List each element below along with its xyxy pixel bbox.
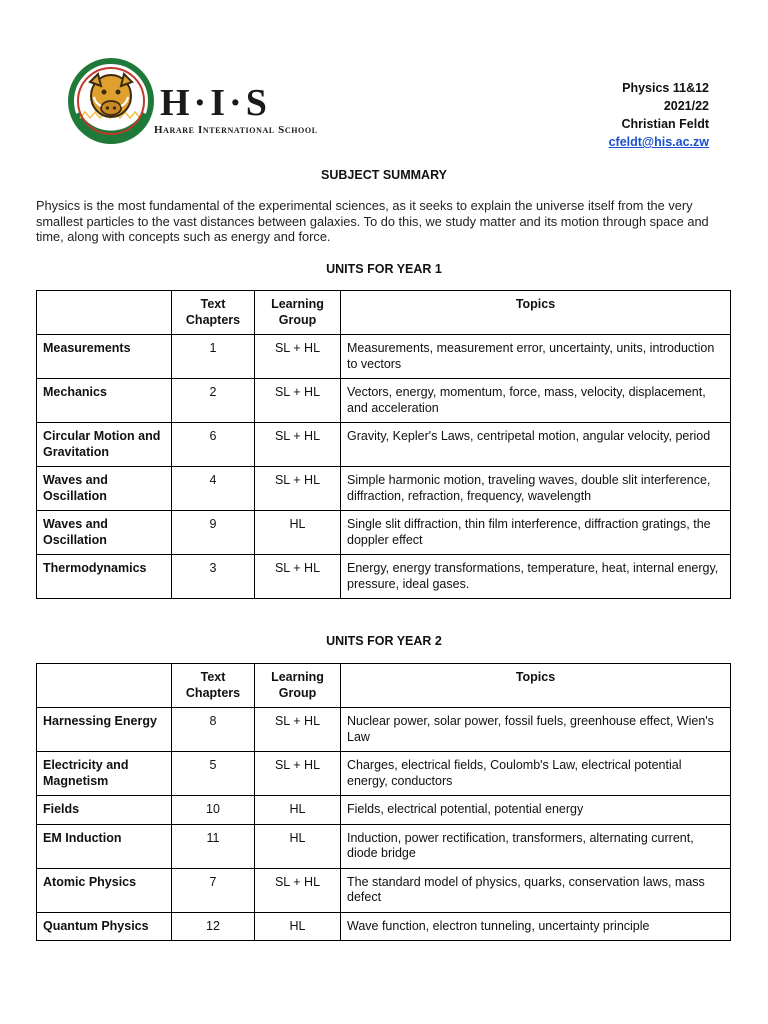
chapter-number: 9 <box>172 511 255 555</box>
group-column-header: Learning Group <box>255 291 341 335</box>
subject-summary-heading: SUBJECT SUMMARY <box>321 168 447 182</box>
table-row <box>37 708 731 752</box>
table-row <box>37 868 731 912</box>
topics-list: Energy, energy transformations, temperature, heat, internal energy, pressure, ideal gases. <box>341 555 731 599</box>
topics-list: Induction, power rectification, transformers, alternating current, diode bridge <box>341 824 731 868</box>
unit-name: Electricity and Magnetism <box>37 752 172 796</box>
teacher-email-link[interactable]: cfeldt@his.ac.zw <box>608 135 709 149</box>
chapter-number: 5 <box>172 752 255 796</box>
topics-list: The standard model of physics, quarks, conservation laws, mass defect <box>341 868 731 912</box>
table-row <box>37 796 731 825</box>
learning-group: SL + HL <box>255 335 341 379</box>
table-header-row <box>37 291 731 335</box>
learning-group: SL + HL <box>255 423 341 467</box>
school-logo <box>68 56 358 148</box>
logo-wordmark: H·I·S <box>160 82 271 124</box>
unit-name: Circular Motion and Gravitation <box>37 423 172 467</box>
learning-group: HL <box>255 824 341 868</box>
chapter-number: 3 <box>172 555 255 599</box>
unit-name: Waves and Oscillation <box>37 511 172 555</box>
table-row <box>37 752 731 796</box>
table-row <box>37 379 731 423</box>
table-row <box>37 423 731 467</box>
learning-group: SL + HL <box>255 467 341 511</box>
learning-group: HL <box>255 912 341 941</box>
topics-list: Charges, electrical fields, Coulomb's Law, electrical potential energy, conductors <box>341 752 731 796</box>
chapters-column-header: Text Chapters <box>172 291 255 335</box>
unit-name: Waves and Oscillation <box>37 467 172 511</box>
chapter-number: 4 <box>172 467 255 511</box>
chapter-number: 7 <box>172 868 255 912</box>
unit-name: Atomic Physics <box>37 868 172 912</box>
table-row <box>37 824 731 868</box>
teacher-name: Christian Feldt <box>621 117 709 131</box>
learning-group: SL + HL <box>255 868 341 912</box>
learning-group: HL <box>255 796 341 825</box>
unit-column-header <box>37 664 172 708</box>
chapter-number: 6 <box>172 423 255 467</box>
chapter-number: 8 <box>172 708 255 752</box>
chapters-column-header: Text Chapters <box>172 664 255 708</box>
topics-list: Simple harmonic motion, traveling waves, double slit interference, diffraction, refraction, frequency, wavelength <box>341 467 731 511</box>
group-column-header: Learning Group <box>255 664 341 708</box>
topics-list: Nuclear power, solar power, fossil fuels, greenhouse effect, Wien's Law <box>341 708 731 752</box>
learning-group: SL + HL <box>255 708 341 752</box>
academic-year: 2021/22 <box>663 99 709 113</box>
chapter-number: 2 <box>172 379 255 423</box>
learning-group: SL + HL <box>255 555 341 599</box>
year1-heading: UNITS FOR YEAR 1 <box>326 262 442 276</box>
topics-list: Single slit diffraction, thin film interference, diffraction gratings, the doppler effect <box>341 511 731 555</box>
course-info <box>609 79 709 151</box>
chapter-number: 11 <box>172 824 255 868</box>
unit-name: Quantum Physics <box>37 912 172 941</box>
topics-column-header: Topics <box>341 291 731 335</box>
year2-heading: UNITS FOR YEAR 2 <box>326 634 442 648</box>
topics-list: Wave function, electron tunneling, uncertainty principle <box>341 912 731 941</box>
unit-name: Harnessing Energy <box>37 708 172 752</box>
year2-units-table <box>36 663 731 941</box>
unit-name: EM Induction <box>37 824 172 868</box>
table-row <box>37 467 731 511</box>
unit-name: Mechanics <box>37 379 172 423</box>
warthog-emblem-icon <box>68 56 154 146</box>
table-row <box>37 511 731 555</box>
learning-group: SL + HL <box>255 752 341 796</box>
learning-group: HL <box>255 511 341 555</box>
chapter-number: 12 <box>172 912 255 941</box>
table-row <box>37 555 731 599</box>
unit-name: Measurements <box>37 335 172 379</box>
unit-name: Fields <box>37 796 172 825</box>
topics-list: Vectors, energy, momentum, force, mass, velocity, displacement, and acceleration <box>341 379 731 423</box>
table-row <box>37 912 731 941</box>
unit-column-header <box>37 291 172 335</box>
table-row <box>37 335 731 379</box>
chapter-number: 10 <box>172 796 255 825</box>
chapter-number: 1 <box>172 335 255 379</box>
logo-school-name: Harare International School <box>154 124 318 136</box>
table-header-row <box>37 664 731 708</box>
topics-list: Gravity, Kepler's Laws, centripetal motion, angular velocity, period <box>341 423 731 467</box>
topics-list: Measurements, measurement error, uncertainty, units, introduction to vectors <box>341 335 731 379</box>
learning-group: SL + HL <box>255 379 341 423</box>
subject-summary-text: Physics is the most fundamental of the experimental sciences, as it seeks to explain the universe itself from the very smallest particles to the vast distances between galaxies. To do this, we study matter and its motion through space and time, along with concepts such as energy and force. <box>36 198 709 244</box>
unit-name: Thermodynamics <box>37 555 172 599</box>
year1-units-table <box>36 290 731 599</box>
topics-column-header: Topics <box>341 664 731 708</box>
topics-list: Fields, electrical potential, potential energy <box>341 796 731 825</box>
course-title: Physics 11&12 <box>622 81 709 95</box>
